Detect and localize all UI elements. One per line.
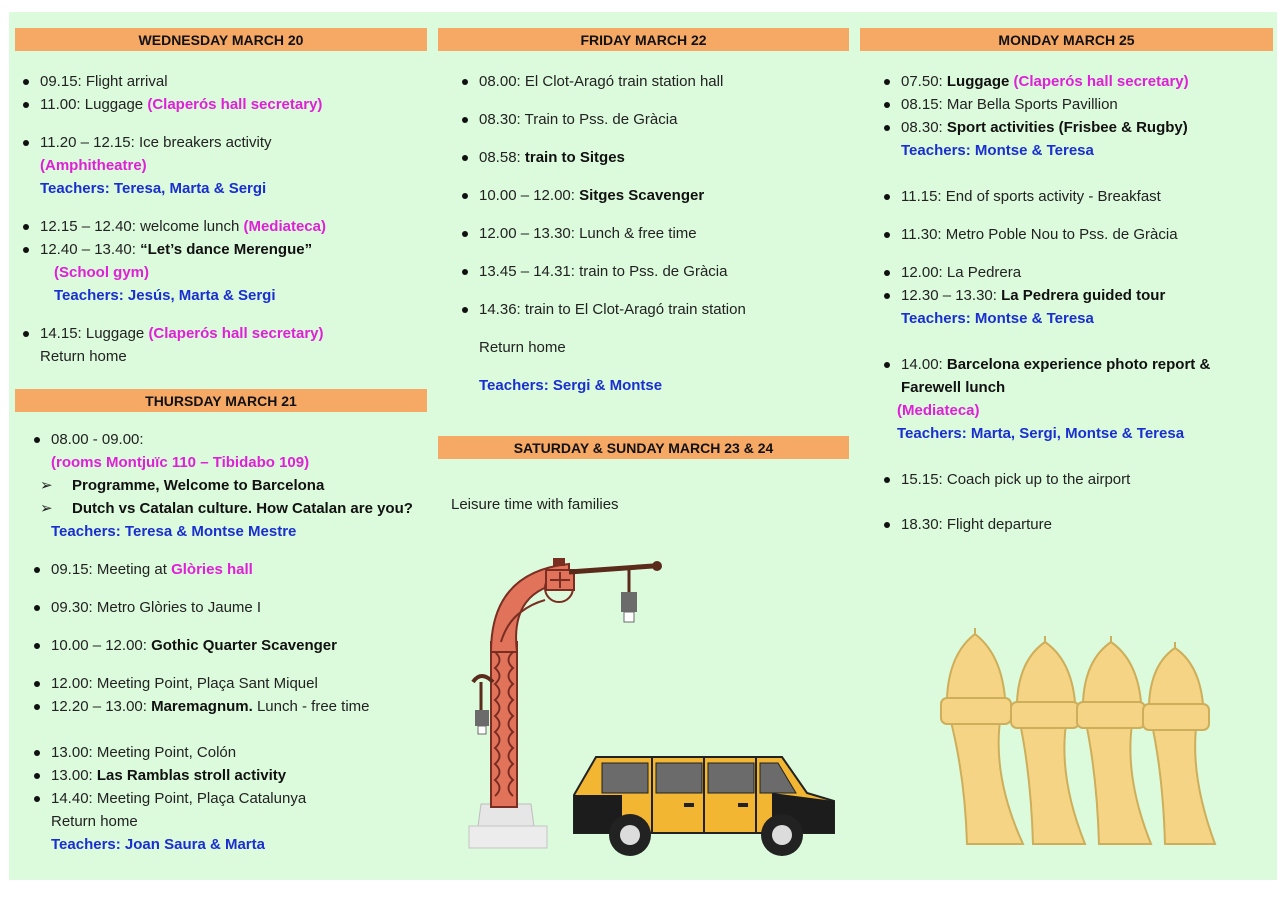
list-item: 14.36: train to El Clot-Aragó train station bbox=[454, 298, 849, 321]
weekend-note: Leisure time with families bbox=[451, 496, 619, 513]
list-item: 14.40: Meeting Point, Plaça Catalunya bbox=[26, 787, 427, 810]
list-item: 07.50: Luggage (Claperós hall secretary) bbox=[876, 70, 1273, 93]
list-item: 18.30: Flight departure bbox=[876, 513, 1273, 536]
list-item: 08.30: Sport activities (Frisbee & Rugby) bbox=[876, 116, 1273, 139]
list-item: 15.15: Coach pick up to the airport bbox=[876, 468, 1273, 491]
column-monday bbox=[860, 12, 1273, 536]
list-item: 13.00: Meeting Point, Colón bbox=[26, 741, 427, 764]
wednesday-list: 09.15: Flight arrival 11.00: Luggage (Claperós hall secretary) 11.20 – 12.15: Ice breakers activity (Amphitheatre) Teachers: Teresa, Marta & Sergi 12.15 – 12.40: welcome lunch (Mediateca) 12.40 – 13.40: “Let’s dance Merengue” (School gym) Teachers: Jesús, Marta & Sergi 14.15: Luggage (Claperós hall secretary) Return home bbox=[15, 70, 427, 368]
thursday-header: THURSDAY MARCH 21 bbox=[15, 389, 427, 412]
list-item: 13.45 – 14.31: train to Pss. de Gràcia bbox=[454, 260, 849, 283]
list-item: 12.00: Meeting Point, Plaça Sant Miquel bbox=[26, 672, 427, 695]
list-item: 12.20 – 13.00: Maremagnum. Lunch - free time bbox=[26, 695, 427, 718]
list-item: 08.15: Mar Bella Sports Pavillion bbox=[876, 93, 1273, 116]
friday-header: FRIDAY MARCH 22 bbox=[438, 28, 849, 51]
taxi-illustration bbox=[572, 737, 840, 859]
list-item: 08.00 - 09.00: bbox=[26, 428, 427, 451]
list-item: 09.30: Metro Glòries to Jaume I bbox=[26, 596, 427, 619]
monday-header: MONDAY MARCH 25 bbox=[860, 28, 1273, 51]
list-item: 11.30: Metro Poble Nou to Pss. de Gràcia bbox=[876, 223, 1273, 246]
friday-list: 08.00: El Clot-Aragó train station hall 08.30: Train to Pss. de Gràcia 08.58: train to Sitges 10.00 – 12.00: Sitges Scavenger 12.00 – 13.30: Lunch & free time 13.45 – 14.31: train to Pss. de Gràcia 14.36: train to El Clot-Aragó train station Return home Teachers: Sergi & Montse bbox=[438, 70, 849, 397]
list-item: 12.30 – 13.30: La Pedrera guided tour bbox=[876, 284, 1273, 307]
list-item: 12.40 – 13.40: “Let’s dance Merengue” bbox=[15, 238, 427, 261]
list-item: 11.15: End of sports activity - Breakfast bbox=[876, 185, 1273, 208]
list-item: 14.15: Luggage (Claperós hall secretary) bbox=[15, 322, 427, 345]
list-item: 11.00: Luggage (Claperós hall secretary) bbox=[15, 93, 427, 116]
sub-item: ➢ Programme, Welcome to Barcelona bbox=[40, 477, 325, 494]
sub-item: ➢ Dutch vs Catalan culture. How Catalan are you? bbox=[40, 500, 413, 517]
column-friday-weekend bbox=[438, 12, 849, 516]
list-item: 10.00 – 12.00: Gothic Quarter Scavenger bbox=[26, 634, 427, 657]
list-item: 11.20 – 12.15: Ice breakers activity bbox=[15, 131, 427, 154]
list-item: 08.58: train to Sitges bbox=[454, 146, 849, 169]
list-item: 13.00: Las Ramblas stroll activity bbox=[26, 764, 427, 787]
list-item: 10.00 – 12.00: Sitges Scavenger bbox=[454, 184, 849, 207]
list-item: 09.15: Flight arrival bbox=[15, 70, 427, 93]
thursday-list: 08.00 - 09.00: (rooms Montjuïc 110 – Tibidabo 109) ➢ Programme, Welcome to Barcelona ➢ Dutch vs Catalan culture. How Catalan are you? Teachers: Teresa & Montse Mestre 09.15: Meeting at Glòries hall 09.30: Metro Glòries to Jaume I 10.00 – 12.00: Gothic Quarter Scavenger 12.00: Meeting Point, Plaça Sant Miquel 12.20 – 13.00: Maremagnum. Lunch - free time 13.00: Meeting Point, Colón 13.00: Las Ramblas stroll activity 14.40: Meeting Point, Plaça Catalunya Return home Teachers: Joan Saura & Marta bbox=[15, 428, 427, 856]
list-item: 12.00: La Pedrera bbox=[876, 261, 1273, 284]
monday-list: 07.50: Luggage (Claperós hall secretary) 08.15: Mar Bella Sports Pavillion 08.30: Sport activities (Frisbee & Rugby) Teachers: Montse & Teresa 11.15: End of sports activity - Breakfast 11.30: Metro Poble Nou to Pss. de Gràcia 12.00: La Pedrera 12.30 – 13.30: La Pedrera guided tour Teachers: Montse & Teresa 14.00: Barcelona experience photo report & Farewell lunch (Mediateca) Teachers: Marta, Sergi, Montse & Teresa 15.15: Coach pick up to the airport 18.30: Flight departure bbox=[860, 70, 1273, 536]
list-item: 09.15: Meeting at Glòries hall bbox=[26, 558, 427, 581]
list-item: 14.00: Barcelona experience photo report & Farewell lunch bbox=[876, 353, 1273, 399]
weekend-header: SATURDAY & SUNDAY MARCH 23 & 24 bbox=[438, 436, 849, 459]
wednesday-header: WEDNESDAY MARCH 20 bbox=[15, 28, 427, 51]
list-item: 08.30: Train to Pss. de Gràcia bbox=[454, 108, 849, 131]
schedule-panel bbox=[9, 12, 1277, 880]
list-item: 12.15 – 12.40: welcome lunch (Mediateca) bbox=[15, 215, 427, 238]
list-item: 12.00 – 13.30: Lunch & free time bbox=[454, 222, 849, 245]
la-pedrera-chimneys-illustration bbox=[935, 624, 1235, 860]
column-wednesday-thursday bbox=[15, 12, 427, 856]
list-item: 08.00: El Clot-Aragó train station hall bbox=[454, 70, 849, 93]
